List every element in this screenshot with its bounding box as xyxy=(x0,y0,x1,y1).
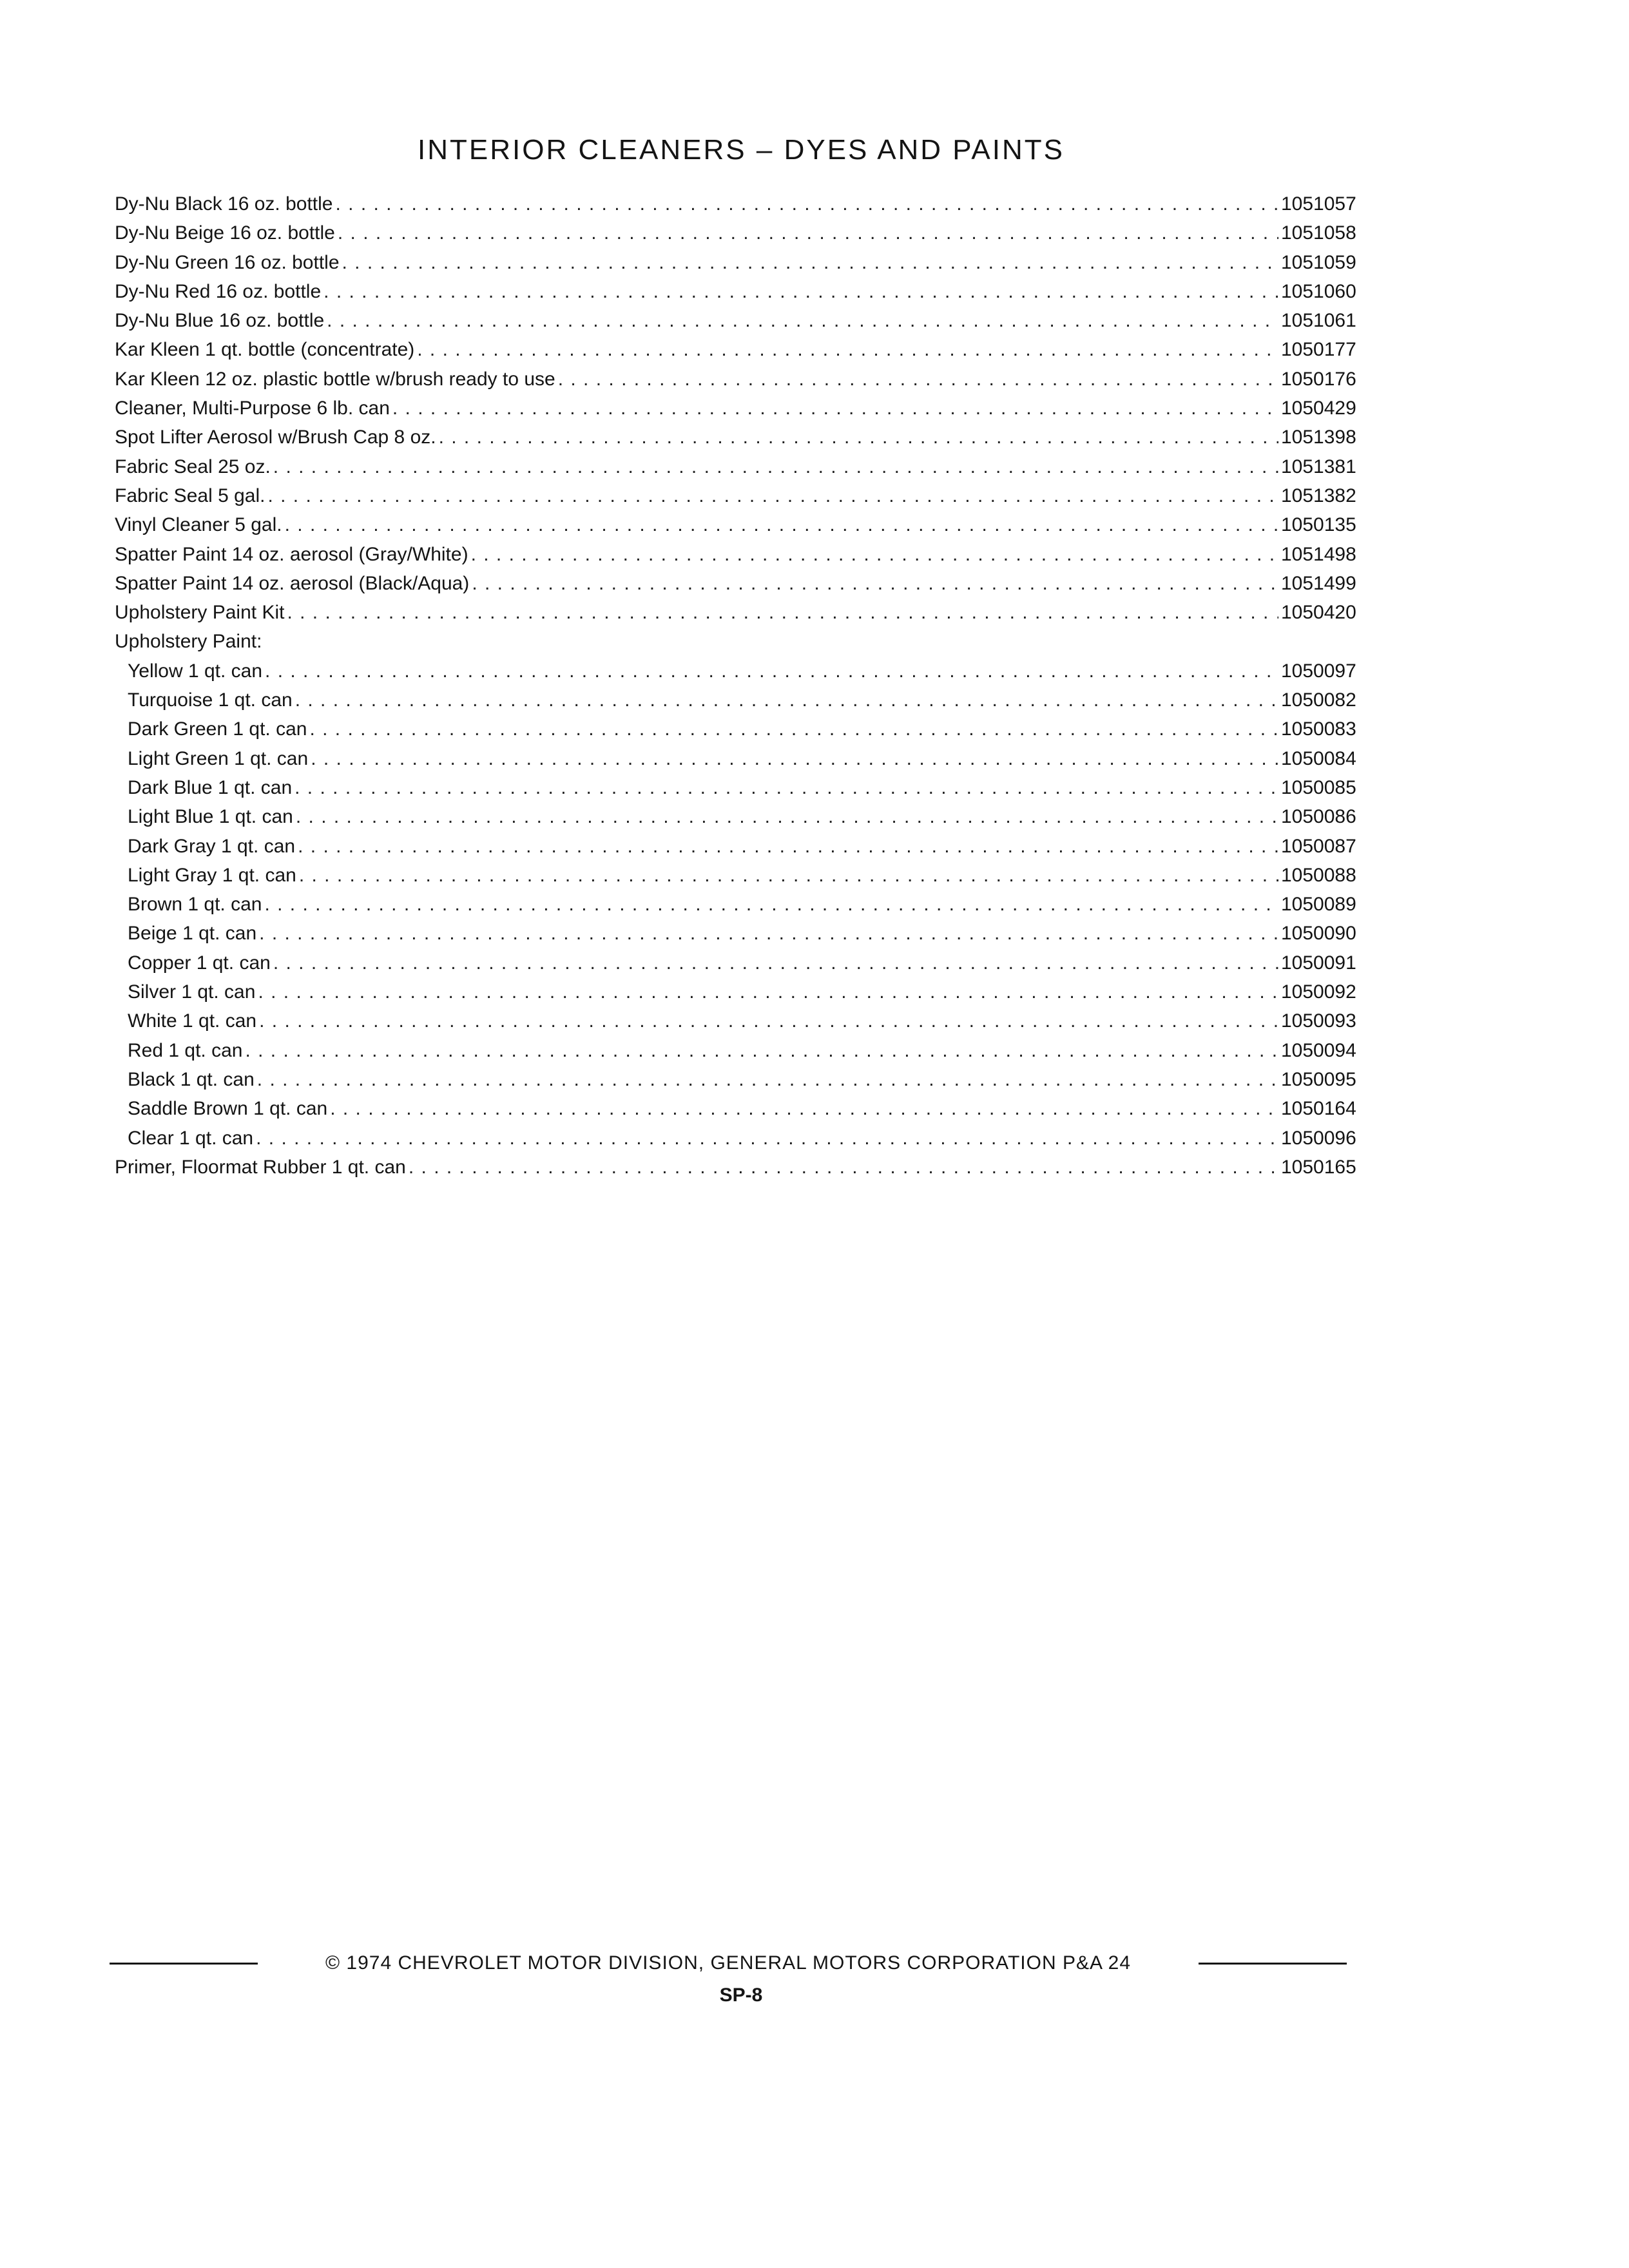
list-item xyxy=(115,952,1378,981)
part-number: 1051398 xyxy=(1281,427,1356,448)
part-number: 1050429 xyxy=(1281,398,1356,419)
item-description: Brown 1 qt. can xyxy=(128,894,262,916)
item-description: Beige 1 qt. can xyxy=(128,923,257,945)
part-number: 1050082 xyxy=(1281,689,1356,711)
list-item xyxy=(115,689,1378,718)
item-description: Turquoise 1 qt. can xyxy=(128,689,293,711)
dot-leader xyxy=(295,689,1278,711)
dot-leader xyxy=(409,1157,1278,1178)
part-number: 1051057 xyxy=(1281,193,1356,215)
dot-leader xyxy=(273,456,1278,478)
dot-leader xyxy=(417,339,1278,361)
item-description: Kar Kleen 12 oz. plastic bottle w/brush ready to use xyxy=(115,368,555,390)
item-description: Light Blue 1 qt. can xyxy=(128,806,293,828)
dot-leader xyxy=(558,369,1278,390)
list-item xyxy=(115,485,1378,514)
dot-leader xyxy=(323,281,1278,303)
dot-leader xyxy=(299,865,1278,887)
page-number: SP-8 xyxy=(719,1984,763,2006)
part-number: 1050089 xyxy=(1281,894,1356,916)
item-description: Dy-Nu Black 16 oz. bottle xyxy=(115,193,333,215)
part-number: 1050088 xyxy=(1281,864,1356,886)
part-number: 1051381 xyxy=(1281,456,1356,477)
list-item xyxy=(115,660,1378,689)
dot-leader xyxy=(335,193,1278,215)
part-number: 1050164 xyxy=(1281,1098,1356,1120)
dot-leader xyxy=(392,398,1278,419)
item-description: Primer, Floormat Rubber 1 qt. can xyxy=(115,1156,406,1178)
part-number: 1050094 xyxy=(1281,1039,1356,1061)
item-description: Silver 1 qt. can xyxy=(128,981,256,1003)
list-item xyxy=(115,981,1378,1010)
part-number: 1050084 xyxy=(1281,747,1356,769)
item-description: Upholstery Paint: xyxy=(115,631,262,653)
footer-rule-right xyxy=(1199,1963,1347,1965)
dot-leader xyxy=(342,252,1278,274)
list-subheading xyxy=(115,631,1378,660)
dot-leader xyxy=(327,310,1278,332)
part-number: 1051060 xyxy=(1281,280,1356,302)
list-item xyxy=(115,1010,1378,1039)
item-description: Upholstery Paint Kit xyxy=(115,602,285,624)
item-description: Spatter Paint 14 oz. aerosol (Black/Aqua) xyxy=(115,572,470,594)
part-number: 1051058 xyxy=(1281,222,1356,244)
list-item xyxy=(115,1040,1378,1069)
part-number: 1050086 xyxy=(1281,806,1356,828)
part-number: 1050176 xyxy=(1281,368,1356,390)
item-description: Dy-Nu Blue 16 oz. bottle xyxy=(115,310,325,332)
part-number: 1050085 xyxy=(1281,776,1356,798)
dot-leader xyxy=(309,718,1278,740)
dot-leader xyxy=(258,981,1278,1003)
part-number: 1050097 xyxy=(1281,660,1356,682)
item-description: Fabric Seal 25 oz. xyxy=(115,456,271,477)
part-number: 1051061 xyxy=(1281,310,1356,332)
footer xyxy=(110,1952,1347,1974)
item-description: Vinyl Cleaner 5 gal. xyxy=(115,514,282,536)
dot-leader xyxy=(285,514,1278,536)
item-description: Copper 1 qt. can xyxy=(128,952,271,974)
list-item xyxy=(115,1098,1378,1127)
item-description: Dark Blue 1 qt. can xyxy=(128,776,293,798)
list-item xyxy=(115,806,1378,835)
dot-leader xyxy=(265,660,1278,682)
list-item xyxy=(115,748,1378,777)
dot-leader xyxy=(298,836,1278,858)
list-item xyxy=(115,573,1378,602)
list-item xyxy=(115,1157,1378,1186)
dot-leader xyxy=(257,1069,1278,1091)
copyright-notice: © 1974 CHEVROLET MOTOR DIVISION, GENERAL MOTORS CORPORATION P&A 24 xyxy=(325,1952,1132,1974)
item-description: Red 1 qt. can xyxy=(128,1039,243,1061)
list-item xyxy=(115,514,1378,543)
part-number: 1050092 xyxy=(1281,981,1356,1003)
list-item xyxy=(115,923,1378,952)
part-number: 1050091 xyxy=(1281,952,1356,974)
part-number: 1050087 xyxy=(1281,835,1356,857)
item-description: Cleaner, Multi-Purpose 6 lb. can xyxy=(115,398,390,419)
footer-rule-left xyxy=(110,1963,258,1965)
item-description: Kar Kleen 1 qt. bottle (concentrate) xyxy=(115,339,415,361)
part-number: 1050420 xyxy=(1281,602,1356,624)
list-item xyxy=(115,777,1378,806)
item-description: Light Gray 1 qt. can xyxy=(128,864,296,886)
dot-leader xyxy=(294,777,1278,799)
item-description: Fabric Seal 5 gal. xyxy=(115,485,265,506)
part-number: 1050177 xyxy=(1281,339,1356,361)
list-item xyxy=(115,544,1378,573)
part-number: 1050083 xyxy=(1281,718,1356,740)
dot-leader xyxy=(287,602,1278,624)
list-item xyxy=(115,193,1378,222)
dot-leader xyxy=(330,1098,1278,1120)
item-description: Dy-Nu Red 16 oz. bottle xyxy=(115,280,322,302)
dot-leader xyxy=(267,485,1278,507)
part-number: 1051059 xyxy=(1281,251,1356,273)
page-title: INTERIOR CLEANERS – DYES AND PAINTS xyxy=(418,134,1065,166)
part-number: 1051499 xyxy=(1281,572,1356,594)
part-number: 1051498 xyxy=(1281,543,1356,565)
list-item xyxy=(115,456,1378,485)
dot-leader xyxy=(259,923,1278,945)
dot-leader xyxy=(338,222,1278,244)
item-description: Black 1 qt. can xyxy=(128,1068,255,1090)
dot-leader xyxy=(256,1128,1278,1149)
list-item xyxy=(115,339,1378,368)
list-item xyxy=(115,894,1378,923)
parts-list xyxy=(115,193,1378,1186)
list-item xyxy=(115,252,1378,281)
dot-leader xyxy=(264,894,1278,916)
item-description: Spot Lifter Aerosol w/Brush Cap 8 oz. xyxy=(115,427,436,448)
list-item xyxy=(115,865,1378,894)
list-item xyxy=(115,281,1378,310)
list-item xyxy=(115,836,1378,865)
dot-leader xyxy=(273,952,1278,974)
part-number: 1050090 xyxy=(1281,923,1356,945)
list-item xyxy=(115,222,1378,251)
item-description: Dy-Nu Beige 16 oz. bottle xyxy=(115,222,335,244)
list-item xyxy=(115,602,1378,631)
dot-leader xyxy=(245,1040,1278,1062)
list-item xyxy=(115,427,1378,456)
dot-leader xyxy=(296,806,1278,828)
dot-leader xyxy=(311,748,1278,770)
dot-leader xyxy=(472,573,1278,595)
item-description: Dy-Nu Green 16 oz. bottle xyxy=(115,251,340,273)
list-item xyxy=(115,398,1378,427)
part-number: 1050096 xyxy=(1281,1127,1356,1149)
item-description: Saddle Brown 1 qt. can xyxy=(128,1098,328,1120)
part-number: 1050093 xyxy=(1281,1010,1356,1032)
dot-leader xyxy=(471,544,1278,566)
item-description: Clear 1 qt. can xyxy=(128,1127,254,1149)
list-item xyxy=(115,1128,1378,1157)
item-description: Light Green 1 qt. can xyxy=(128,747,309,769)
list-item xyxy=(115,718,1378,747)
item-description: Spatter Paint 14 oz. aerosol (Gray/White) xyxy=(115,543,468,565)
item-description: Dark Gray 1 qt. can xyxy=(128,835,296,857)
dot-leader xyxy=(259,1010,1278,1032)
list-item xyxy=(115,1069,1378,1098)
item-description: Yellow 1 qt. can xyxy=(128,660,263,682)
item-description: Dark Green 1 qt. can xyxy=(128,718,307,740)
part-number: 1050165 xyxy=(1281,1156,1356,1178)
part-number: 1050095 xyxy=(1281,1068,1356,1090)
list-item xyxy=(115,369,1378,398)
dot-leader xyxy=(439,427,1278,448)
list-item xyxy=(115,310,1378,339)
item-description: White 1 qt. can xyxy=(128,1010,257,1032)
part-number: 1051382 xyxy=(1281,485,1356,506)
part-number: 1050135 xyxy=(1281,514,1356,536)
